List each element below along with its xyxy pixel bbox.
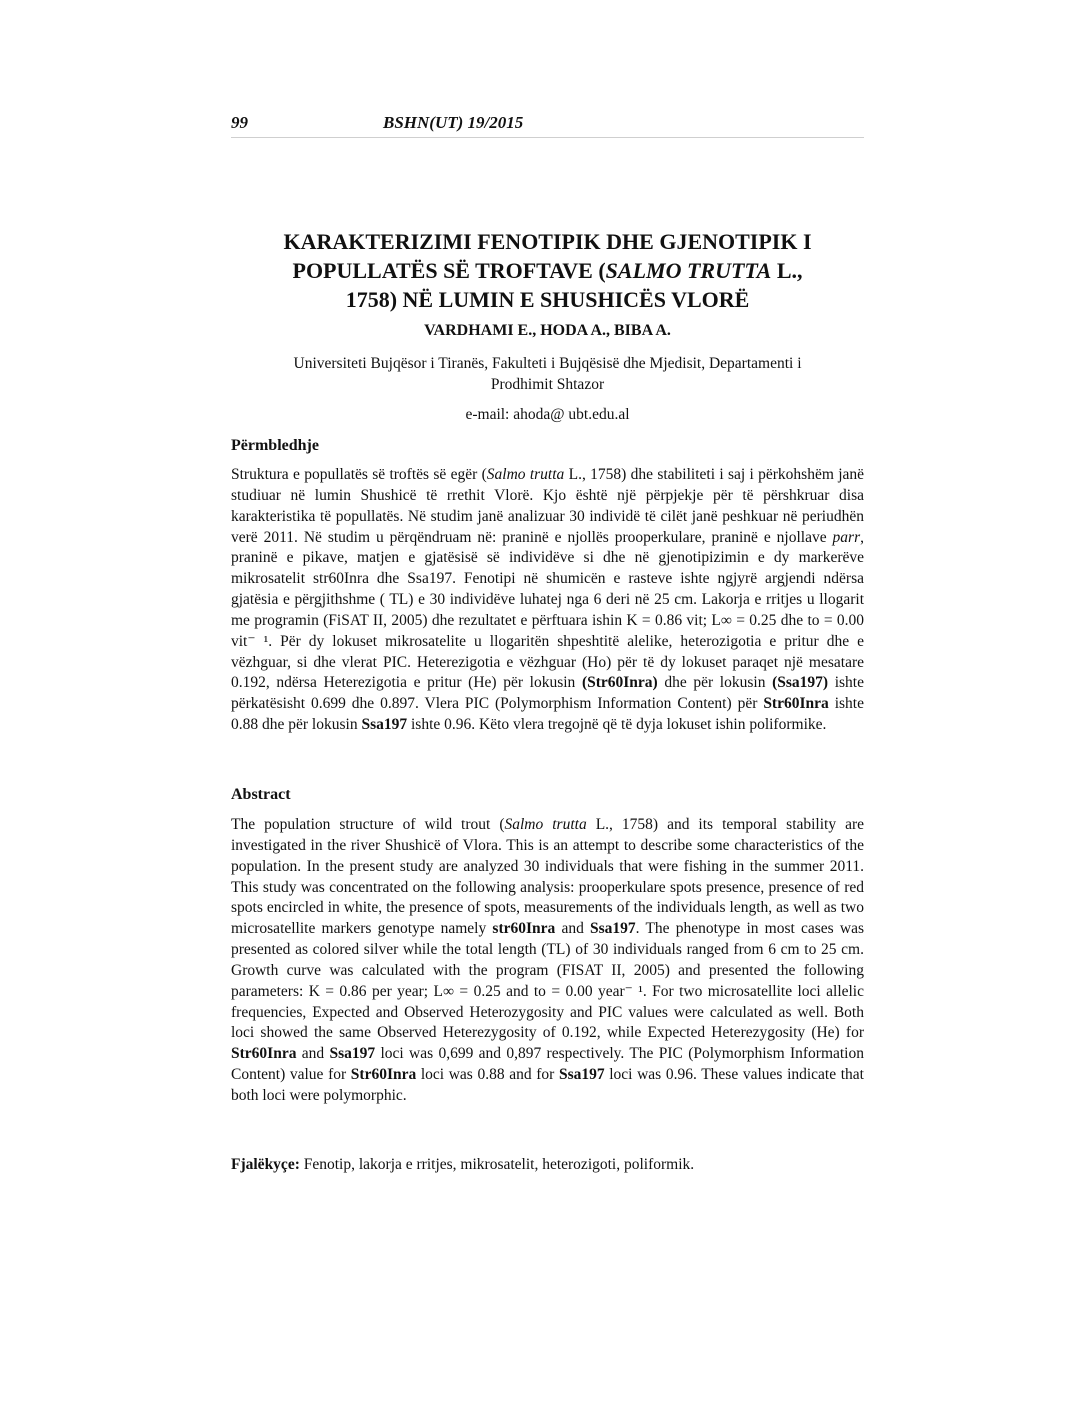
journal-citation: BSHN(UT) 19/2015 xyxy=(383,113,524,132)
contact-email: e-mail: ahoda@ ubt.edu.al xyxy=(465,406,630,423)
author-list: VARDHAMI E., HODA A., BIBA A. xyxy=(424,322,671,339)
permbledhje-heading: Përmbledhje xyxy=(231,437,319,454)
abstract-heading: Abstract xyxy=(231,786,291,803)
title-species: SALMO TRUTTA xyxy=(605,258,772,283)
running-header xyxy=(231,113,864,138)
title-line-3: 1758) NË LUMIN E SHUSHICËS VLORË xyxy=(345,287,750,312)
keywords-text: Fenotip, lakorja e rritjes, mikrosatelit, heterozigoti, poliformik. xyxy=(299,1156,695,1173)
paper-title xyxy=(231,227,864,314)
title-line-1: KARAKTERIZIMI FENOTIPIK DHE GJENOTIPIK I xyxy=(283,229,812,254)
page-number: 99 xyxy=(231,113,248,132)
keywords xyxy=(231,1156,864,1174)
abstract-body: The population structure of wild trout (Salmo trutta L., 1758) and its temporal stability are investigated in the river Shushicë of Vlora. This is an attempt to describe some characteristics of the population. In the present study are analyzed 30 individuals that were fishing in the summer 2011. This study was concentrated on the following analysis: prooperkulare spots presence, presence of red spots encircled in white, the presence of spots, measurements of the individuals length, as well as two microsatellite markers genotype namely str60Inra and Ssa197. The phenotype in most cases was presented as colored silver while the total length (TL) of 30 individuals ranged from 6 cm to 25 cm. Growth curve was calculated with the program (FISAT II, 2005) and presented the following parameters: K = 0.86 per year; L∞ = 0.25 and to = 0.00 year⁻ ¹. For two microsatellite loci allelic frequencies, Expected and Observed Heterozygosity and PIC values were calculated as well. Both loci showed the same Observed Heterezygosity of 0.192, while Expected Heterezygosity (He) for Str60Inra and Ssa197 loci was 0,699 and 0,897 respectively. The PIC (Polymorphism Information Content) value for Str60Inra loci was 0.88 and for Ssa197 loci was 0.96. These values indicate that both loci were polymorphic. xyxy=(231,816,865,1104)
title-line-2: POPULLATËS SË TROFTAVE (SALMO TRUTTA L., xyxy=(292,258,803,283)
permbledhje-body: Struktura e popullatës së troftës së egër (Salmo trutta L., 1758) dhe stabiliteti i saj i përkohshëm janë studiuar në lumin Shushicë të rrethit Vlorë. Kjo është një përpjekje për të përshkruar disa karakteristika të popullatës. Në studim janë analizuar 30 individë të cilët janë peshkuar në periudhën verë 2011. Në studim u përqëndruam në: praninë e njollës prooperkulare, praninë e njollave parr, praninë e pikave, matjen e gjatësisë së individëve si dhe në gjenotipizimin e dy markerëve mikrosatelit str60Inra dhe Ssa197. Fenotipi në shumicën e rasteve ishte ngjyrë argjendi ndërsa gjatësia e përgjithshme ( TL) e 30 individëve luhatej nga 6 deri në 25 cm. Lakorja e rritjes u llogarit me programin (FiSAT II, 2005) dhe rezultatet e përftuara ishin K = 0.86 vit; L∞ = 0.25 dhe to = 0.00 vit⁻ ¹. Për dy lokuset mikrosatelite u llogaritën shpeshtitë alelike, heterozigotia e pritur dhe e vëzhguar, si dhe vlerat PIC. Heterezigotia e vëzhguar (Ho) për të dy lokuset paraqet një mesatare 0.192, ndërsa Heterezigotia e pritur (He) për lokusin (Str60Inra) dhe për lokusin (Ssa197) ishte përkatësisht 0.699 dhe 0.897. Vlera PIC (Polymorphism Information Content) për Str60Inra ishte 0.88 dhe për lokusin Ssa197 ishte 0.96. Këto vlera tregojnë që të dyja lokuset ishin poliformike. xyxy=(231,466,865,734)
keywords-label: Fjalëkyçe: xyxy=(231,1156,300,1173)
affiliation: Universiteti Bujqësor i Tiranës, Fakulteti i Bujqësisë dhe Mjedisit, Departamenti i Prodhimit Shtazor xyxy=(293,355,802,393)
